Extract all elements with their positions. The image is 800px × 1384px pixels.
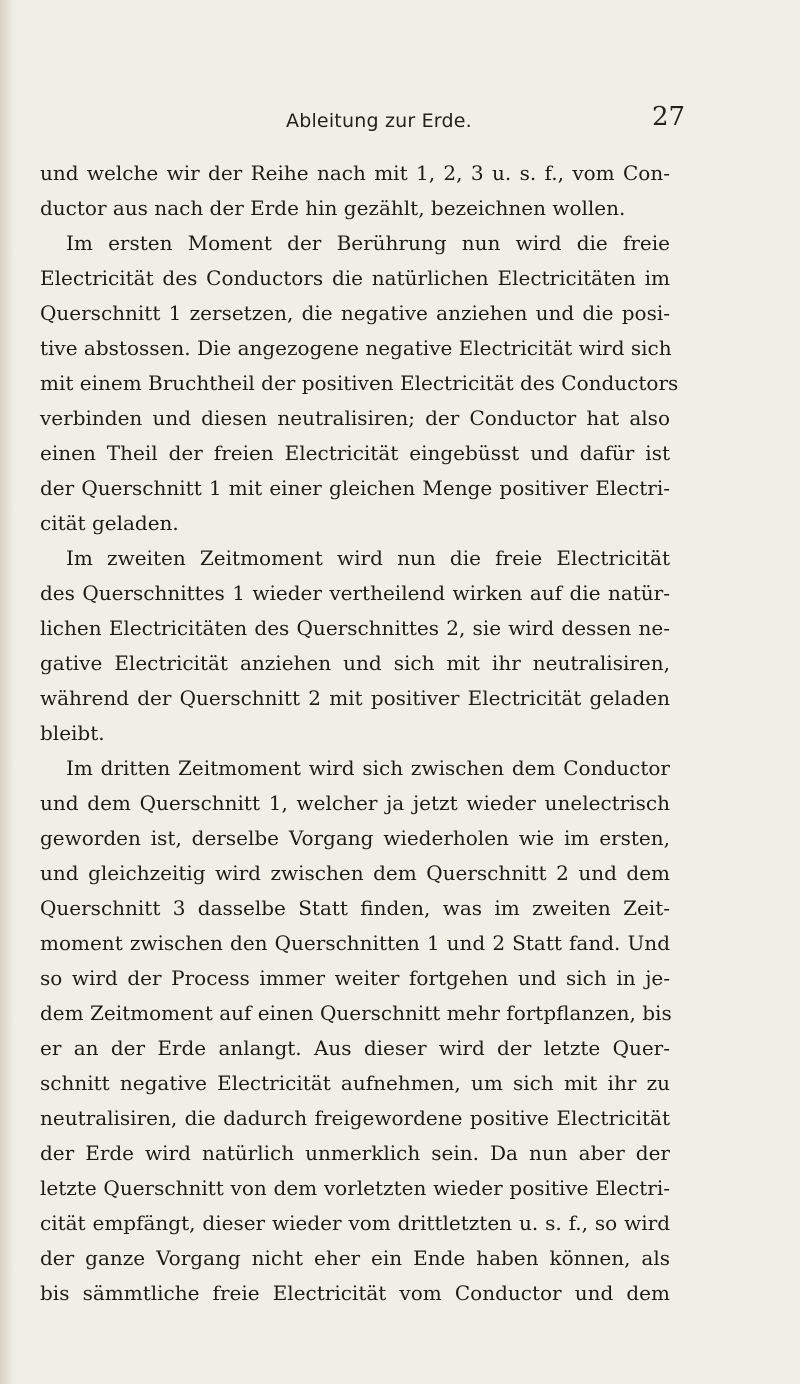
text-line: so wird der Process immer weiter fortgehen und sich in je- bbox=[40, 966, 670, 990]
text-line: Querschnitt 1 zersetzen, die negative anziehen und die posi- bbox=[40, 301, 670, 325]
text-line: schnitt negative Electricität aufnehmen, um sich mit ihr zu bbox=[40, 1071, 670, 1095]
text-line: er an der Erde anlangt. Aus dieser wird der letzte Quer- bbox=[40, 1036, 670, 1060]
text-line: moment zwischen den Querschnitten 1 und 2 Statt fand. Und bbox=[40, 931, 670, 955]
text-line: während der Querschnitt 2 mit positiver Electricität geladen bbox=[40, 686, 670, 710]
text-line: und gleichzeitig wird zwischen dem Querschnitt 2 und dem bbox=[40, 861, 670, 885]
text-line: der Querschnitt 1 mit einer gleichen Menge positiver Electri- bbox=[40, 476, 670, 500]
text-line: der ganze Vorgang nicht eher ein Ende haben können, als bbox=[40, 1246, 670, 1270]
text-line: geworden ist, derselbe Vorgang wiederholen wie im ersten, bbox=[40, 826, 670, 850]
text-line: verbinden und diesen neutralisiren; der Conductor hat also bbox=[40, 406, 670, 430]
text-line: tive abstossen. Die angezogene negative Electricität wird sich bbox=[40, 336, 672, 360]
text-line: bis sämmtliche freie Electricität vom Conductor und dem bbox=[40, 1281, 670, 1305]
text-line: einen Theil der freien Electricität eingebüsst und dafür ist bbox=[40, 441, 670, 465]
text-line: letzte Querschnitt von dem vorletzten wieder positive Electri- bbox=[40, 1176, 670, 1200]
text-line: Im dritten Zeitmoment wird sich zwischen dem Conductor bbox=[66, 756, 670, 780]
text-line: Im zweiten Zeitmoment wird nun die freie Electricität bbox=[66, 546, 670, 570]
text-line: Im ersten Moment der Berührung nun wird die freie bbox=[66, 231, 670, 255]
text-line: der Erde wird natürlich unmerklich sein. Da nun aber der bbox=[40, 1141, 670, 1165]
text-line: dem Zeitmoment auf einen Querschnitt mehr fortpflanzen, bis bbox=[40, 1001, 672, 1025]
text-line: cität empfängt, dieser wieder vom drittletzten u. s. f., so wird bbox=[40, 1211, 670, 1235]
page-header bbox=[0, 100, 800, 140]
page-edge-shadow bbox=[0, 0, 14, 1384]
text-line: und welche wir der Reihe nach mit 1, 2, 3 u. s. f., vom Con- bbox=[40, 161, 670, 185]
text-line: bleibt. bbox=[40, 721, 105, 745]
text-line: Electricität des Conductors die natürlichen Electricitäten im bbox=[40, 266, 670, 290]
body-text bbox=[40, 156, 679, 1311]
text-line: lichen Electricitäten des Querschnittes 2, sie wird dessen ne- bbox=[40, 616, 670, 640]
text-line: cität geladen. bbox=[40, 511, 179, 535]
text-line: Querschnitt 3 dasselbe Statt finden, was im zweiten Zeit- bbox=[40, 896, 670, 920]
text-line: ductor aus nach der Erde hin gezählt, bezeichnen wollen. bbox=[40, 196, 626, 220]
text-line: gative Electricität anziehen und sich mit ihr neutralisiren, bbox=[40, 651, 670, 675]
text-line: mit einem Bruchtheil der positiven Electricität des Conductors bbox=[40, 371, 679, 395]
running-title: Ableitung zur Erde. bbox=[286, 110, 472, 132]
text-line: des Querschnittes 1 wieder vertheilend wirken auf die natür- bbox=[40, 581, 670, 605]
page-number: 27 bbox=[652, 102, 686, 132]
text-line: und dem Querschnitt 1, welcher ja jetzt wieder unelectrisch bbox=[40, 791, 670, 815]
text-line: neutralisiren, die dadurch freigewordene positive Electricität bbox=[40, 1106, 670, 1130]
